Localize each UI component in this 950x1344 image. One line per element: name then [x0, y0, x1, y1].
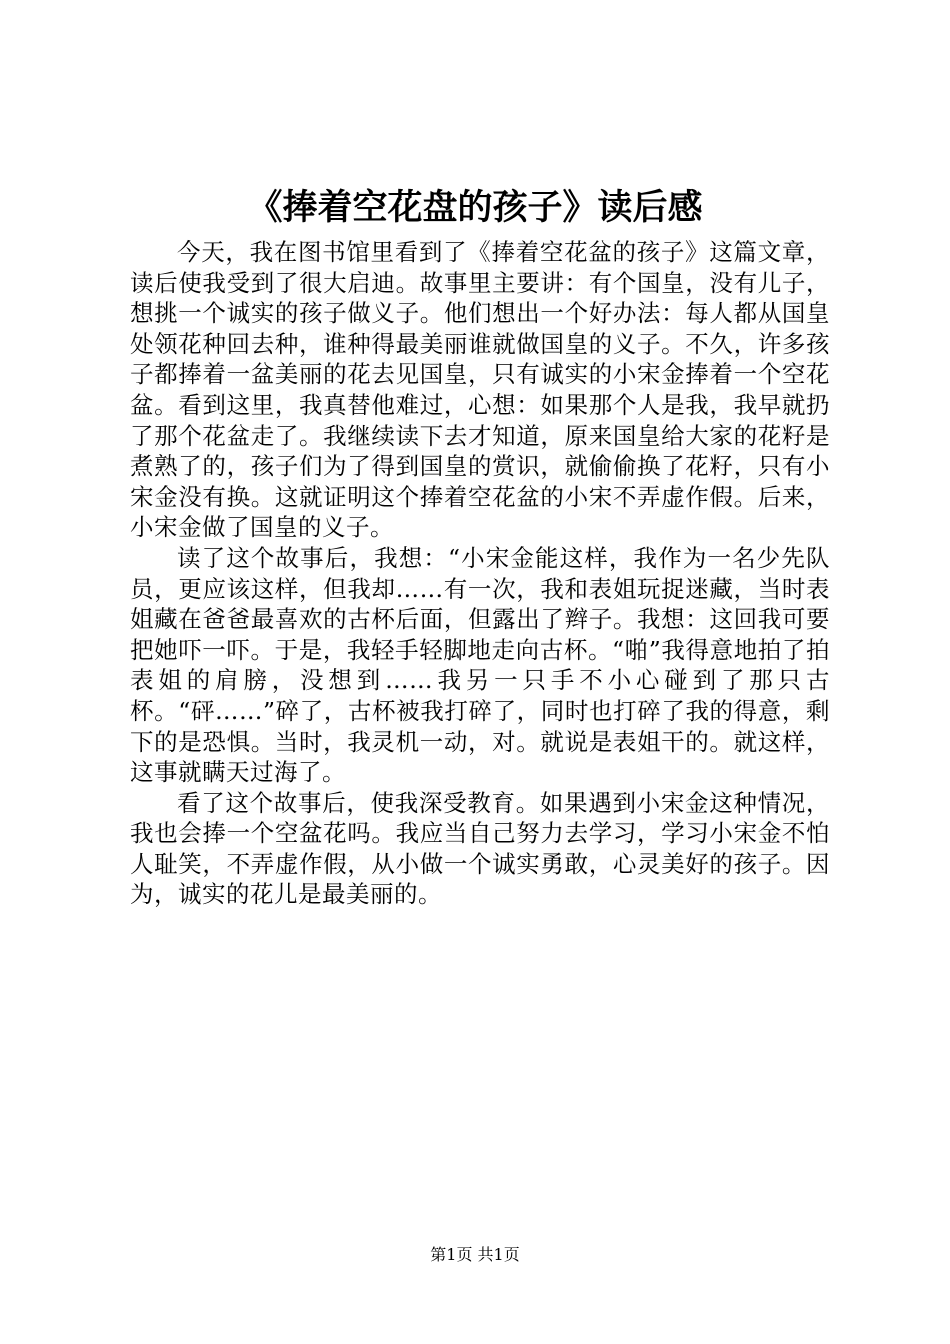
paragraph-3: 看了这个故事后，使我深受教育。如果遇到小宋金这种情况，我也会捧一个空盆花吗。我应当自己努力去学习，学习小宋金不怕人耻笑，不弄虚作假，从小做一个诚实勇敢，心灵美好的孩子。因为，诚实的花儿是最美丽的。 [130, 788, 830, 909]
document-body [130, 237, 830, 910]
paragraph-1: 今天，我在图书馆里看到了《捧着空花盆的孩子》这篇文章，读后使我受到了很大启迪。故事里主要讲：有个国皇，没有儿子，想挑一个诚实的孩子做义子。他们想出一个好办法：每人都从国皇处领花种回去种，谁种得最美丽谁就做国皇的义子。不久，许多孩子都捧着一盆美丽的花去见国皇，只有诚实的小宋金捧着一个空花盆。看到这里，我真替他难过，心想：如果那个人是我，我早就扔了那个花盆走了。我继续读下去才知道，原来国皇给大家的花籽是煮熟了的，孩子们为了得到国皇的赏识，就偷偷换了花籽，只有小宋金没有换。这就证明这个捧着空花盆的小宋不弄虚作假。后来，小宋金做了国皇的义子。 [130, 238, 830, 542]
paragraph-2: 读了这个故事后，我想：“小宋金能这样，我作为一名少先队员，更应该这样，但我却……有一次，我和表姐玩捉迷藏，当时表姐藏在爸爸最喜欢的古杯后面，但露出了辫子。我想：这回我可要把她吓一吓。于是，我轻手轻脚地走向古杯。“啪”我得意地拍了拍表姐的肩膀，没想到……我另一只手不小心碰到了那只古杯。“砰……”碎了，古杯被我打碎了，同时也打碎了我的得意，剩下的是恐惧。当时，我灵机一动，对。就说是表姐干的。就这样，这事就瞒天过海了。 [130, 543, 830, 787]
page-footer: 第1页 共1页 [430, 1245, 520, 1264]
document-title: 《捧着空花盘的孩子》读后感 [247, 187, 703, 228]
